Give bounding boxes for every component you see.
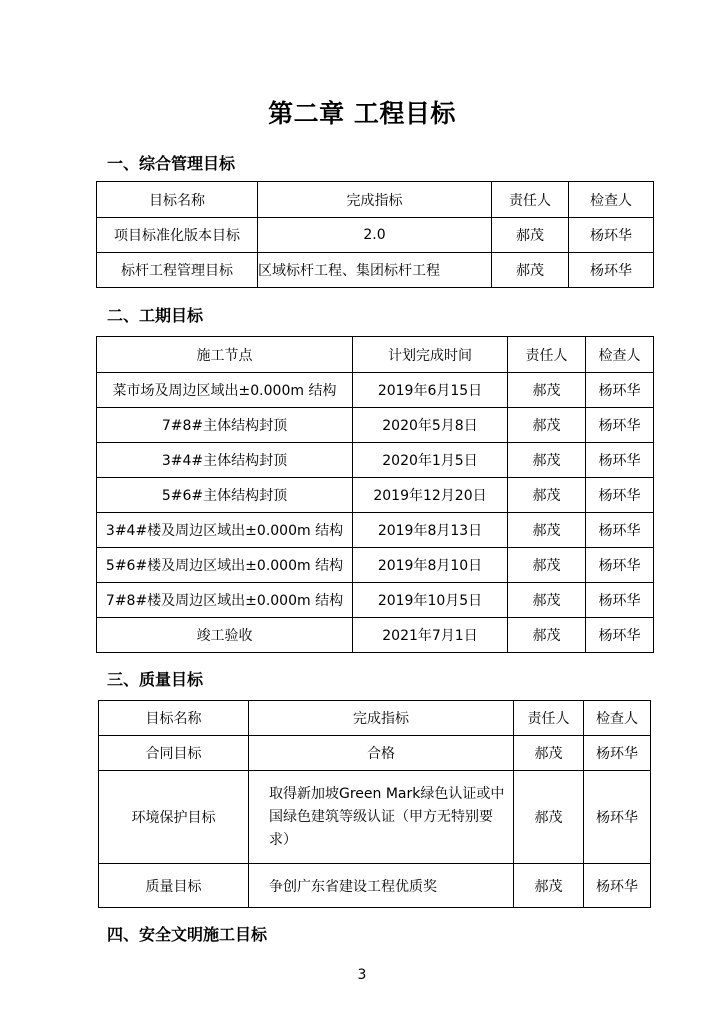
milestone-cell: 3#4#楼及周边区域出±0.000m 结构 [97, 513, 353, 548]
table-row [97, 408, 654, 443]
inspector-cell: 杨环华 [586, 583, 654, 618]
goal-name-cell: 合同目标 [99, 736, 249, 771]
inspector-cell: 杨环华 [584, 736, 651, 771]
planned-date-cell: 2020年5月8日 [353, 408, 508, 443]
column-header: 检查人 [586, 337, 654, 373]
schedule-goals-table [96, 336, 654, 653]
responsible-cell: 郝茂 [508, 548, 586, 583]
table-row [97, 513, 654, 548]
responsible-cell: 郝茂 [514, 771, 584, 864]
milestone-cell: 3#4#主体结构封顶 [97, 443, 353, 478]
column-header: 完成指标 [258, 182, 492, 218]
inspector-cell: 杨环华 [586, 513, 654, 548]
table-row [99, 736, 651, 771]
table-row [97, 618, 654, 653]
section-heading-quality: 三、质量目标 [107, 670, 204, 689]
inspector-cell: 杨环华 [586, 373, 654, 408]
responsible-cell: 郝茂 [508, 478, 586, 513]
table-header-row [97, 337, 654, 373]
goal-name-cell: 项目标准化版本目标 [97, 218, 258, 253]
inspector-cell: 杨环华 [586, 408, 654, 443]
indicator-cell: 2.0 [258, 218, 492, 253]
column-header: 检查人 [569, 182, 654, 218]
indicator-cell: 争创广东省建设工程优质奖 [249, 864, 514, 908]
responsible-cell: 郝茂 [514, 864, 584, 908]
responsible-cell: 郝茂 [508, 513, 586, 548]
indicator-cell: 取得新加坡Green Mark绿色认证或中国绿色建筑等级认证（甲方无特别要求） [249, 771, 514, 864]
planned-date-cell: 2019年8月10日 [353, 548, 508, 583]
column-header: 目标名称 [99, 701, 249, 736]
chapter-title: 第二章 工程目标 [268, 99, 456, 128]
quality-goals-table [98, 700, 651, 908]
column-header: 检查人 [584, 701, 651, 736]
table-row [97, 253, 654, 288]
milestone-cell: 菜市场及周边区域出±0.000m 结构 [97, 373, 353, 408]
inspector-cell: 杨环华 [586, 443, 654, 478]
page-number: 3 [357, 967, 367, 983]
responsible-cell: 郝茂 [492, 218, 569, 253]
inspector-cell: 杨环华 [569, 253, 654, 288]
table-row [97, 218, 654, 253]
responsible-cell: 郝茂 [508, 583, 586, 618]
column-header: 完成指标 [249, 701, 514, 736]
responsible-cell: 郝茂 [508, 408, 586, 443]
milestone-cell: 7#8#主体结构封顶 [97, 408, 353, 443]
indicator-cell: 合格 [249, 736, 514, 771]
table-row [97, 478, 654, 513]
table-row [99, 864, 651, 908]
management-goals-table [96, 181, 654, 288]
responsible-cell: 郝茂 [508, 373, 586, 408]
responsible-cell: 郝茂 [508, 443, 586, 478]
responsible-cell: 郝茂 [514, 736, 584, 771]
column-header: 目标名称 [97, 182, 258, 218]
milestone-cell: 7#8#楼及周边区域出±0.000m 结构 [97, 583, 353, 618]
table-row [97, 373, 654, 408]
planned-date-cell: 2019年12月20日 [353, 478, 508, 513]
table-row [97, 548, 654, 583]
inspector-cell: 杨环华 [586, 478, 654, 513]
responsible-cell: 郝茂 [508, 618, 586, 653]
goal-name-cell: 标杆工程管理目标 [97, 253, 258, 288]
planned-date-cell: 2019年10月5日 [353, 583, 508, 618]
table-header-row [97, 182, 654, 218]
inspector-cell: 杨环华 [584, 864, 651, 908]
column-header: 责任人 [514, 701, 584, 736]
inspector-cell: 杨环华 [586, 548, 654, 583]
milestone-cell: 5#6#主体结构封顶 [97, 478, 353, 513]
indicator-cell: 区域标杆工程、集团标杆工程 [258, 253, 492, 288]
inspector-cell: 杨环华 [584, 771, 651, 864]
inspector-cell: 杨环华 [586, 618, 654, 653]
milestone-cell: 竣工验收 [97, 618, 353, 653]
column-header: 计划完成时间 [353, 337, 508, 373]
section-heading-safety: 四、安全文明施工目标 [107, 925, 268, 944]
goal-name-cell: 环境保护目标 [99, 771, 249, 864]
column-header: 责任人 [492, 182, 569, 218]
table-header-row [99, 701, 651, 736]
planned-date-cell: 2019年6月15日 [353, 373, 508, 408]
planned-date-cell: 2020年1月5日 [353, 443, 508, 478]
inspector-cell: 杨环华 [569, 218, 654, 253]
milestone-cell: 5#6#楼及周边区域出±0.000m 结构 [97, 548, 353, 583]
table-row [99, 771, 651, 864]
column-header: 责任人 [508, 337, 586, 373]
goal-name-cell: 质量目标 [99, 864, 249, 908]
section-heading-management: 一、综合管理目标 [107, 154, 236, 173]
planned-date-cell: 2019年8月13日 [353, 513, 508, 548]
table-row [97, 443, 654, 478]
planned-date-cell: 2021年7月1日 [353, 618, 508, 653]
section-heading-schedule: 二、工期目标 [107, 306, 204, 325]
column-header: 施工节点 [97, 337, 353, 373]
table-row [97, 583, 654, 618]
responsible-cell: 郝茂 [492, 253, 569, 288]
